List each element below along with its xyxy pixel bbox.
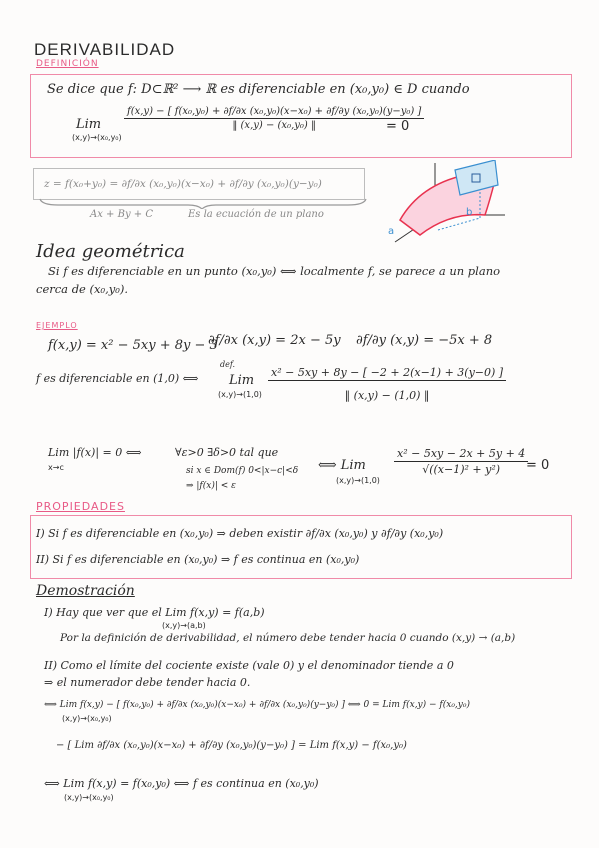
example-lim-abs: Lim |f(x)| = 0 ⟺ bbox=[48, 446, 142, 459]
definition-lim: Lim bbox=[76, 117, 102, 132]
proof-line3: II) Como el límite del cociente existe (vale 0) y el denominador tiende a 0 bbox=[44, 659, 454, 672]
plane-caption: Es la ecuación de un plano bbox=[188, 209, 324, 220]
page-title: DERIVABILIDAD bbox=[34, 40, 176, 59]
example-lim1: Lim bbox=[229, 373, 255, 388]
example-dfdx: ∂f/∂x (x,y) = 2x − 5y bbox=[208, 333, 341, 348]
example-function: f(x,y) = x² − 5xy + 8y − 3 bbox=[48, 338, 218, 353]
definition-intro: Se dice que f: D⊂ℝ² ⟶ ℝ es diferenciable en (x₀,y₀) ∈ D cuando bbox=[47, 82, 470, 97]
definition-denominator: ‖ (x,y) − (x₀,y₀) ‖ bbox=[232, 120, 316, 131]
example-fraction1 bbox=[268, 366, 506, 402]
example-den2: √((x−1)² + y²) bbox=[422, 463, 501, 476]
example-label: EJEMPLO bbox=[36, 321, 78, 330]
example-diff-text: f es diferenciable en (1,0) ⟺ bbox=[36, 372, 199, 385]
example-equals: = 0 bbox=[526, 458, 550, 473]
proof-line2: Por la definición de derivabilidad, el número debe tender hacia 0 cuando (x,y) → (a,b) bbox=[60, 632, 516, 644]
geometric-line2: cerca de (x₀,y₀). bbox=[36, 282, 129, 296]
proof-line1-sub: (x,y)→(a,b) bbox=[162, 621, 206, 630]
brace bbox=[38, 197, 368, 209]
example-dfdy: ∂f/∂y (x,y) = −5x + 8 bbox=[356, 333, 493, 348]
proof-heading: Demostración bbox=[36, 583, 135, 599]
definition-fraction bbox=[124, 106, 424, 131]
example-epsilon2: si x ∈ Dom(f) 0<|x−c|<δ bbox=[186, 466, 299, 476]
example-num1: x² − 5xy + 8y − [ −2 + 2(x−1) + 3(y−0) ] bbox=[268, 366, 506, 381]
proof-line5-sub: (x,y)→(x₀,y₀) bbox=[62, 714, 112, 723]
plane-brace-label: Ax + By + C bbox=[90, 209, 153, 220]
proof-line4: ⇒ el numerador debe tender hacia 0. bbox=[44, 676, 251, 689]
proof-line5: ⟺ Lim f(x,y) − [ f(x₀,y₀) + ∂f/∂x (x₀,y₀)(x−x₀) + ∂f/∂x (x₀,y₀)(y−y₀) ] ⟺ 0 = Lim f(x,y) − f(x₀,y₀) bbox=[44, 700, 470, 710]
example-num2: x² − 5xy − 2x + 5y + 4 bbox=[394, 447, 528, 462]
definition-numerator: f(x,y) − [ f(x₀,y₀) + ∂f/∂x (x₀,y₀)(x−x₀) + ∂f/∂y (x₀,y₀)(y−y₀) ] bbox=[124, 106, 424, 119]
example-lim2-sub: (x,y)→(1,0) bbox=[336, 476, 380, 485]
section-subtitle: DEFINICIÓN bbox=[36, 59, 99, 69]
proof-line1: I) Hay que ver que el Lim f(x,y) = f(a,b) bbox=[44, 606, 265, 619]
plane-graph bbox=[380, 160, 510, 250]
example-lim2-arrow: ⟺ Lim bbox=[318, 458, 366, 473]
graph-label-a: a bbox=[388, 226, 395, 237]
geometric-line1: Si f es diferenciable en un punto (x₀,y₀) ⟺ localmente f, se parece a un plano bbox=[48, 264, 501, 278]
example-lim-abs-sub: x→c bbox=[48, 463, 64, 472]
proof-line7-sub: (x,y)→(x₀,y₀) bbox=[64, 793, 114, 802]
plane-formula: z = f(x₀+y₀) = ∂f/∂x (x₀,y₀)(x−x₀) + ∂f/∂y (x₀,y₀)(y−y₀) bbox=[44, 178, 322, 190]
graph-label-b: b bbox=[466, 207, 473, 218]
definition-lim-sub: (x,y)→(x₀,y₀) bbox=[72, 133, 122, 142]
definition-equals: = 0 bbox=[386, 119, 410, 134]
proof-line7: ⟺ Lim f(x,y) = f(x₀,y₀) ⟺ f es continua en (x₀,y₀) bbox=[44, 777, 319, 790]
proof-line6: − [ Lim ∂f/∂x (x₀,y₀)(x−x₀) + ∂f/∂y (x₀,y₀)(y−y₀) ] = Lim f(x,y) − f(x₀,y₀) bbox=[56, 740, 407, 751]
geometric-heading: Idea geométrica bbox=[36, 241, 185, 262]
example-den1: ‖ (x,y) − (1,0) ‖ bbox=[344, 389, 430, 402]
properties-heading: PROPIEDADES bbox=[36, 500, 125, 513]
example-def-note: def. bbox=[220, 360, 236, 369]
example-fraction2 bbox=[394, 447, 528, 476]
example-epsilon1: ∀ε>0 ∃δ>0 tal que bbox=[175, 446, 279, 459]
example-epsilon3: ⇒ |f(x)| < ε bbox=[186, 481, 236, 491]
property-1: I) Si f es diferenciable en (x₀,y₀) ⇒ deben existir ∂f/∂x (x₀,y₀) y ∂f/∂y (x₀,y₀) bbox=[36, 527, 444, 540]
properties-box bbox=[30, 515, 572, 579]
property-2: II) Si f es diferenciable en (x₀,y₀) ⇒ f es continua en (x₀,y₀) bbox=[36, 553, 360, 566]
example-lim1-sub: (x,y)→(1,0) bbox=[218, 390, 262, 399]
